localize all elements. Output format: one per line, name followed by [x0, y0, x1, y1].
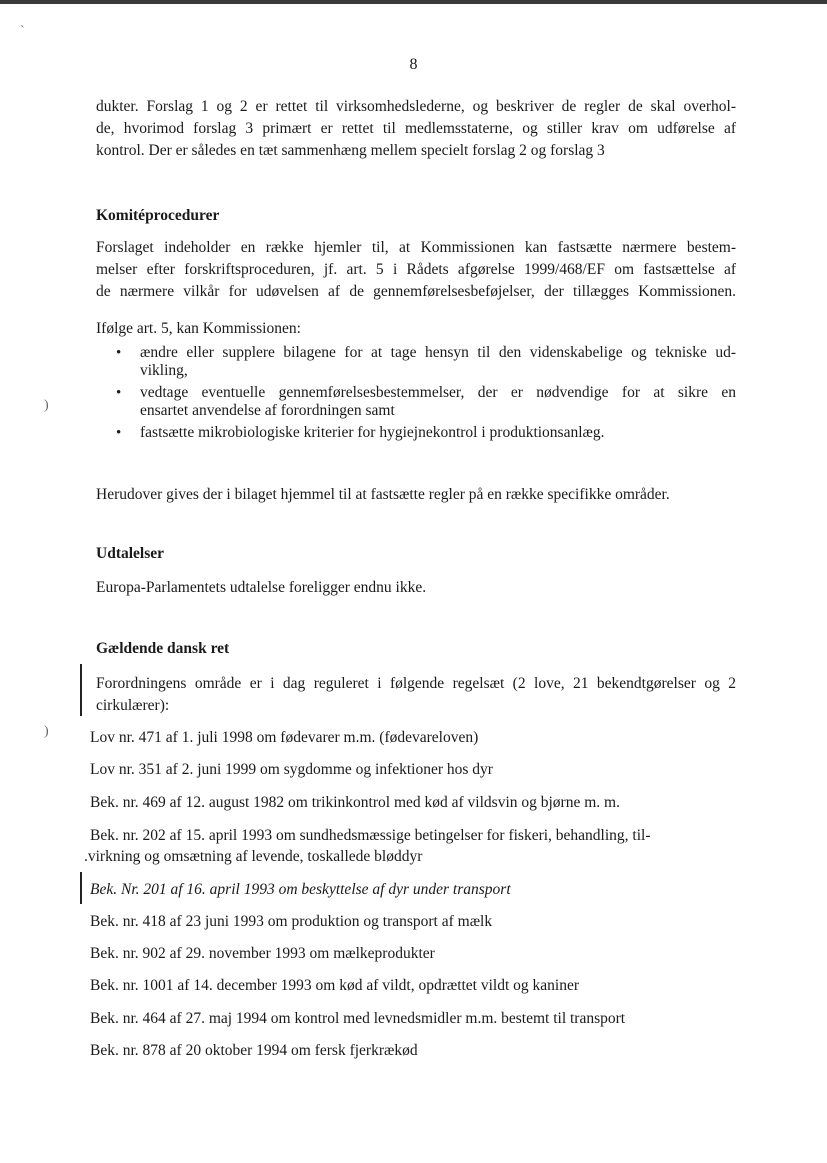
law-item: Bek. nr. 418 af 23 juni 1993 om produktion og transport af mælk [90, 913, 493, 930]
revision-bar [80, 664, 82, 716]
bullet-line: • fastsætte mikrobiologiske kriterier for hygiejnekontrol i produktionsanlæg. [140, 424, 605, 441]
art5-intro: Ifølge art. 5, kan Kommissionen: [96, 320, 301, 337]
scan-bracket-mark: ) [44, 398, 49, 413]
scan-speck: ` [20, 24, 25, 39]
paragraph-line: de, hvorimod forslag 3 primært er rettet til medlemsstaterne, og stiller krav om udførelse af [96, 120, 736, 137]
law-item [84, 825, 651, 867]
page-number: 8 [409, 56, 418, 73]
law-item: Bek. Nr. 201 af 16. april 1993 om beskyttelse af dyr under transport [90, 881, 511, 898]
herudover-paragraph: Herudover gives der i bilaget hjemmel til at fastsætte regler på en række specifikke områder. [96, 486, 670, 503]
law-item: Lov nr. 351 af 2. juni 1999 om sygdomme og infektioner hos dyr [90, 761, 493, 778]
law-item: Lov nr. 471 af 1. juli 1998 om fødevarer m.m. (fødevareloven) [90, 729, 479, 746]
section-heading-udtalelser: Udtalelser [96, 545, 165, 562]
law-item: Bek. nr. 464 af 27. maj 1994 om kontrol med levnedsmidler m.m. bestemt til transport [90, 1010, 626, 1027]
list-item [96, 344, 736, 380]
paragraph-line: Forordningens område er i dag reguleret i følgende regelsæt (2 love, 21 bekendtgørelser og 2 [96, 675, 736, 692]
paragraph-line: de nærmere vilkår for udøvelsen af de gennemførelsesbeføjelser, der tillægges Kommissionen. [96, 283, 736, 300]
law-item: Bek. nr. 1001 af 14. december 1993 om kød af vildt, opdrættet vildt og kaniner [90, 977, 580, 994]
revision-bar [80, 872, 82, 904]
list-item [96, 424, 736, 442]
law-line: Bek. nr. 202 af 15. april 1993 om sundhedsmæssige betingelser for fiskeri, behandling, til- [90, 827, 651, 844]
bullet-line: vikling, [140, 362, 188, 379]
bullet-list [96, 344, 736, 446]
law-item: Bek. nr. 878 af 20 oktober 1994 om fersk fjerkrækød [90, 1042, 418, 1059]
law-item: Bek. nr. 469 af 12. august 1982 om trikinkontrol med kød af vildsvin og bjørne m. m. [90, 794, 620, 811]
scan-bracket-mark: ) [44, 724, 49, 739]
law-line: .virkning og omsætning af levende, toskallede bløddyr [84, 848, 423, 865]
paragraph-line: kontrol. Der er således en tæt sammenhæng mellem specielt forslag 2 og forslag 3 [96, 142, 605, 159]
komite-paragraph [96, 237, 736, 303]
bullet-line: ensartet anvendelse af forordningen samt [140, 402, 395, 419]
paragraph-line: Forslaget indeholder en række hjemler til, at Kommissionen kan fastsætte nærmere bestem- [96, 239, 736, 256]
paragraph-line: cirkulærer): [96, 697, 170, 714]
intro-paragraph [96, 96, 736, 162]
paragraph-line: melser efter forskriftsproceduren, jf. art. 5 i Rådets afgørelse 1999/468/EF om fastsættelse af [96, 261, 736, 278]
bullet-line: • vedtage eventuelle gennemførelsesbestemmelser, der er nødvendige for at sikre en [140, 384, 736, 401]
section-heading-komiteprocedurer: Komitéprocedurer [96, 207, 220, 224]
section-heading-gaeldende-dansk-ret: Gældende dansk ret [96, 640, 230, 657]
gaeldende-intro [96, 673, 736, 717]
scan-top-border [0, 0, 827, 4]
bullet-line: • ændre eller supplere bilagene for at tage hensyn til den videnskabelige og tekniske ud- [140, 344, 736, 361]
paragraph-line: dukter. Forslag 1 og 2 er rettet til virksomhedslederne, og beskriver de regler de skal overhol- [96, 98, 736, 115]
list-item [96, 384, 736, 420]
law-item: Bek. nr. 902 af 29. november 1993 om mælkeprodukter [90, 945, 435, 962]
udtalelser-text: Europa-Parlamentets udtalelse foreligger endnu ikke. [96, 579, 427, 596]
